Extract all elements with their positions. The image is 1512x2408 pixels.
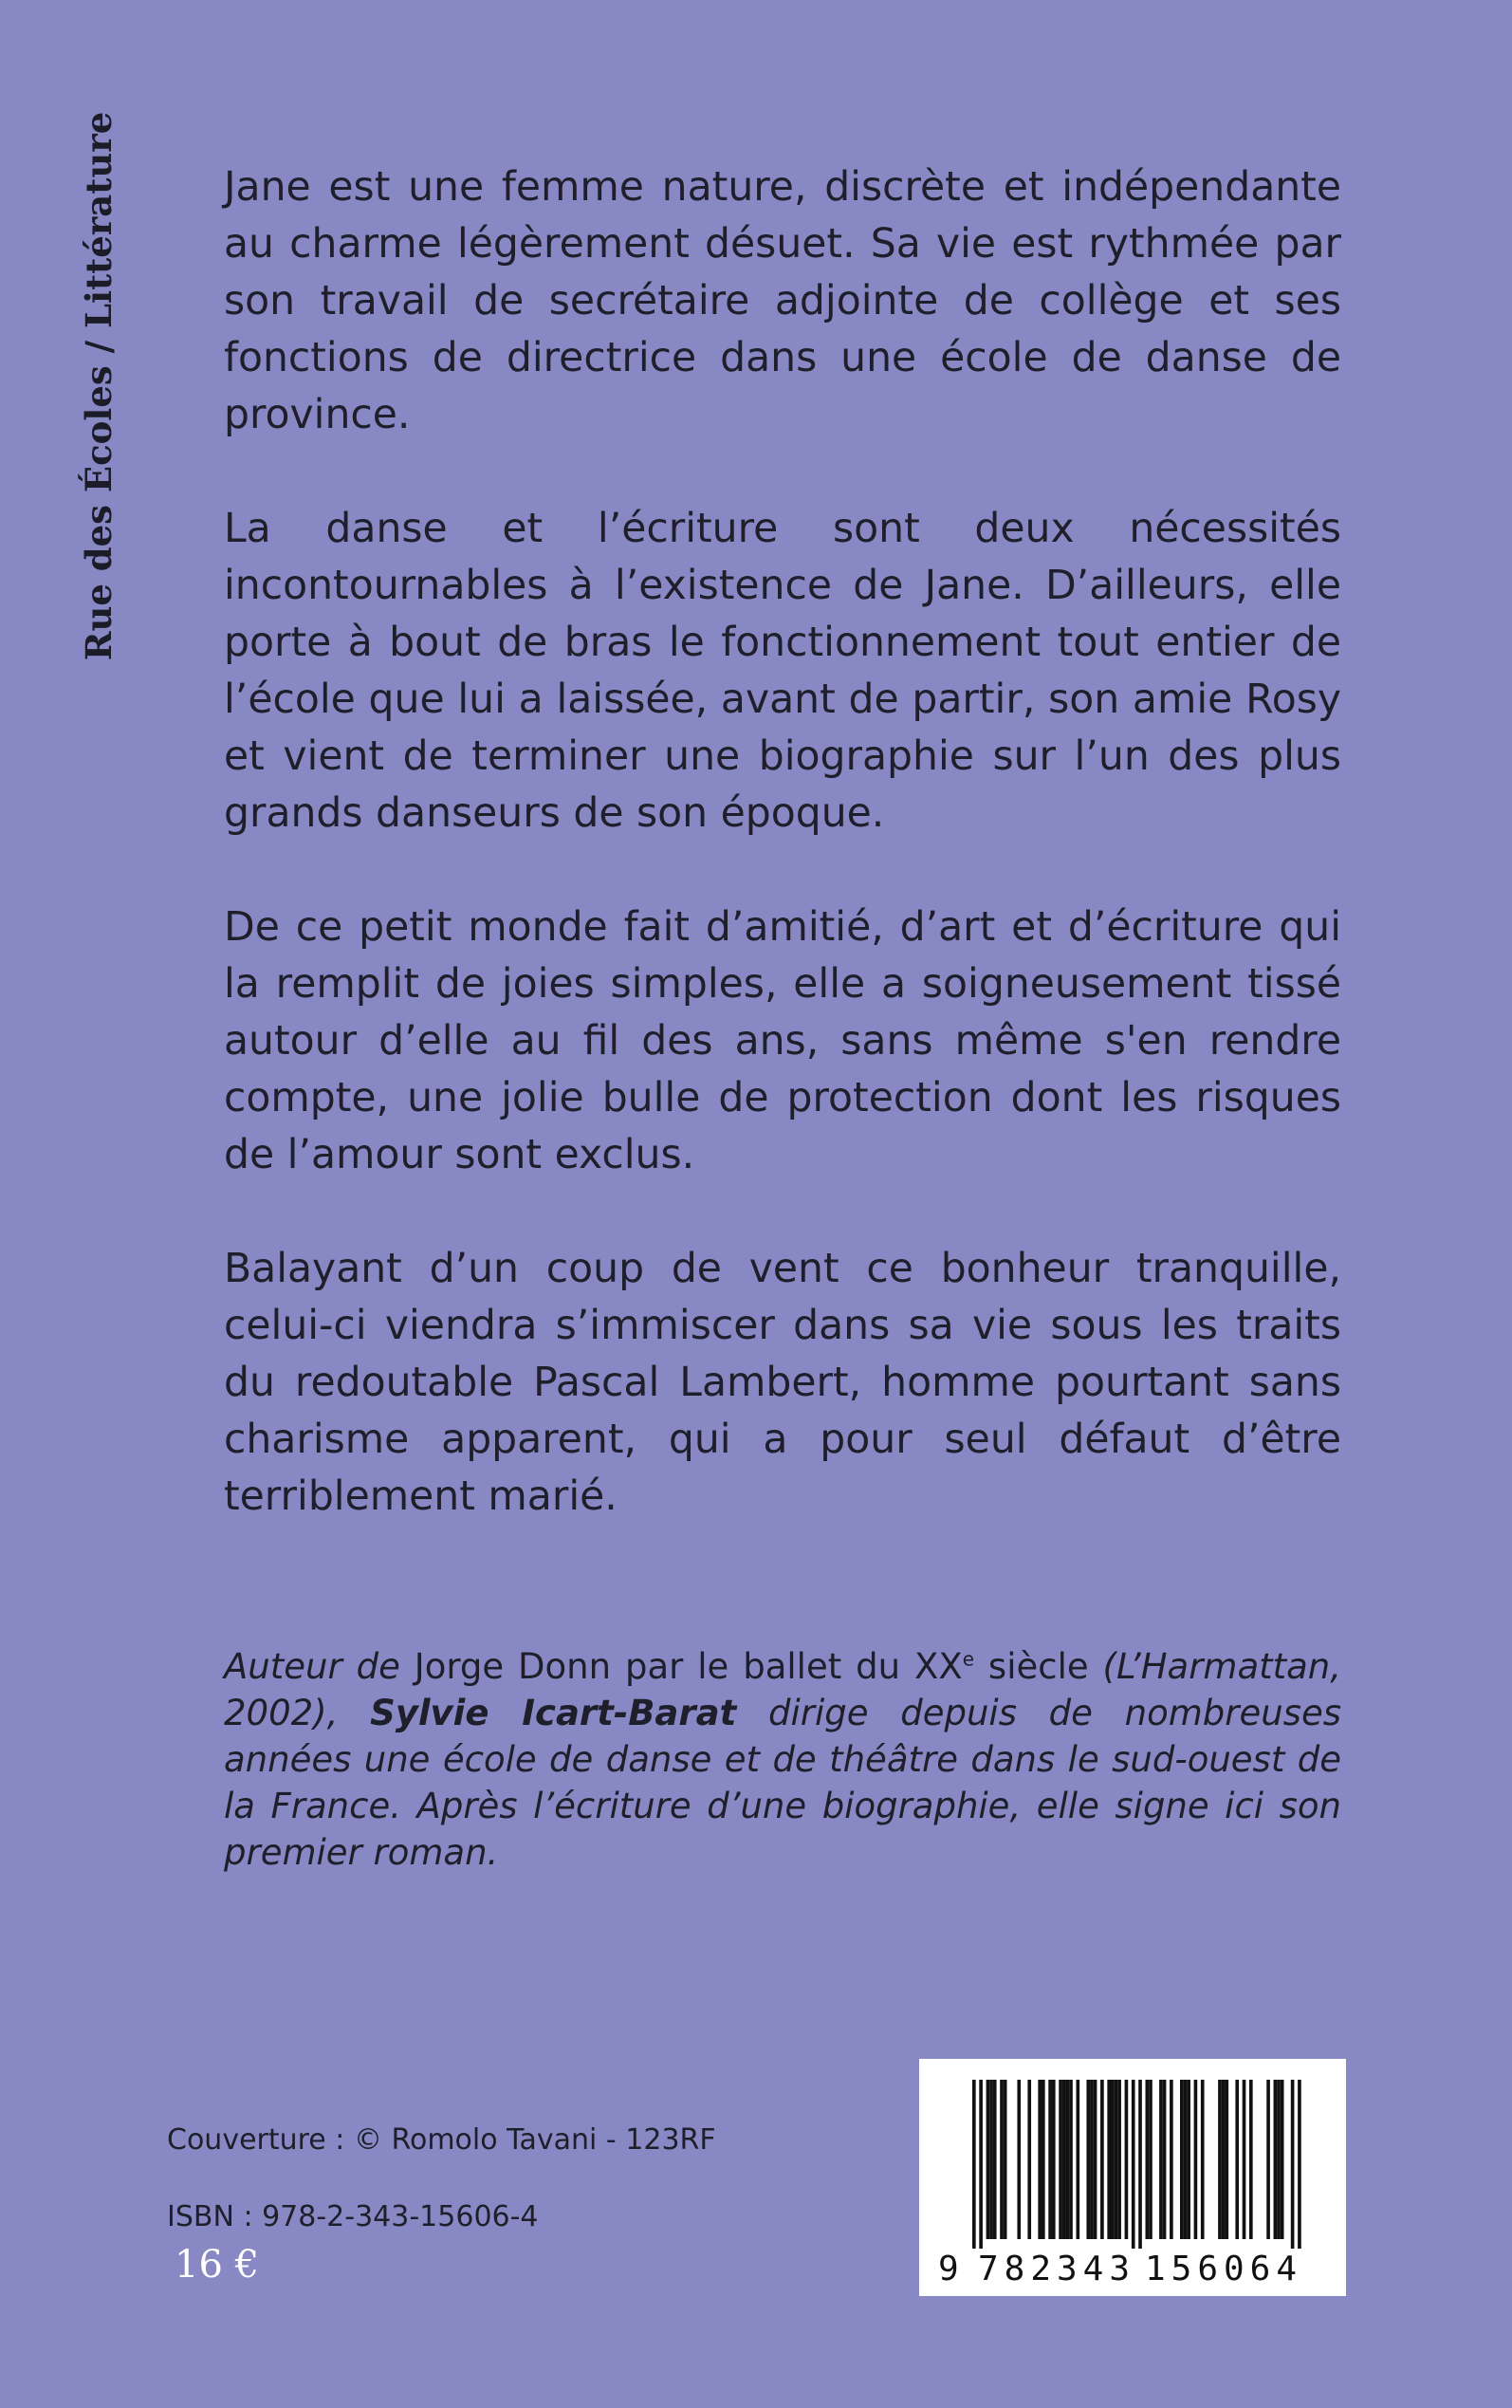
barcode-bar — [1038, 2080, 1042, 2239]
barcode-right-group: 156064 — [1145, 2250, 1297, 2288]
barcode-bar — [1249, 2080, 1253, 2239]
author-bio — [224, 1643, 1341, 1876]
barcode-bar — [1117, 2080, 1121, 2239]
barcode-bar — [1115, 2080, 1118, 2239]
barcode-bar — [1194, 2080, 1198, 2239]
barcode-bar — [1077, 2080, 1080, 2239]
summary-paragraph-3: De ce petit monde fait d’amitié, d’art et d’écriture qui la remplit de joies simples, elle a soigneusement tissé autour d’elle au fil des ans, sans même s'en rendre compte, une jolie bulle de protection dont les risques de l’amour sont exclus. — [224, 904, 1341, 1178]
barcode-bar — [1187, 2080, 1190, 2239]
barcode-bar — [1052, 2080, 1056, 2239]
spine-label — [70, 106, 127, 666]
book-title-sup: e — [962, 1647, 974, 1671]
barcode-bar — [1107, 2080, 1111, 2239]
barcode-bar — [1277, 2080, 1281, 2239]
barcode-bar — [1184, 2080, 1188, 2239]
cover-credit: Couverture : © Romolo Tavani - 123RF — [167, 2123, 716, 2157]
barcode-bar — [1027, 2080, 1031, 2239]
barcode-bar — [1100, 2080, 1104, 2239]
barcode-bar — [1291, 2080, 1295, 2249]
barcode-bar — [1218, 2080, 1222, 2239]
barcode-bar — [1004, 2080, 1007, 2239]
author-bio-rest: dirige depuis de nombreuses années une école de danse et de théâtre dans le sud-ouest de la France. Après l’écriture d’une biographie, elle signe ici son premier roman. — [224, 1693, 1342, 1873]
barcode-bar — [989, 2080, 993, 2239]
barcode-bar — [1180, 2080, 1184, 2239]
price: 16 € — [175, 2243, 260, 2287]
barcode-bar — [1062, 2080, 1066, 2239]
barcode-graphic — [919, 2059, 1346, 2296]
author-publisher: (L’Harmattan, 2002), — [224, 1646, 1342, 1733]
summary-paragraph-2: La danse et l’écriture sont deux nécessités incontournables à l’existence de Jane. D’ailleurs, elle porte à bout de bras le fonctionnement tout entier de l’école que lui a laissée, avant de partir, son amie Rosy et vient de terminer une biographie sur l’un des plus grands danseurs de son époque. — [224, 506, 1341, 837]
barcode-bar — [1138, 2080, 1142, 2249]
barcode-bar — [1017, 2080, 1021, 2239]
barcode-bar — [1266, 2080, 1270, 2239]
barcode-bar — [1170, 2080, 1173, 2239]
back-cover-summary — [224, 159, 1341, 1583]
author-name: Sylvie Icart-Barat — [370, 1693, 737, 1733]
barcode — [919, 2059, 1346, 2296]
barcode-bar — [1298, 2080, 1301, 2249]
book-title-end: siècle — [974, 1646, 1089, 1687]
isbn: ISBN : 978-2-343-15606-4 — [167, 2200, 539, 2233]
author-book-title — [415, 1646, 1089, 1687]
barcode-bar — [1094, 2080, 1097, 2239]
barcode-bar — [1132, 2080, 1135, 2249]
barcode-bar — [1090, 2080, 1094, 2239]
barcode-bar — [1159, 2080, 1163, 2239]
barcode-first-digit: 9 — [938, 2250, 959, 2288]
collection-name: Rue des Écoles / Littérature — [78, 111, 120, 661]
barcode-bar — [1201, 2080, 1205, 2239]
barcode-bar — [1000, 2080, 1004, 2239]
barcode-bar — [1243, 2080, 1246, 2239]
barcode-bars — [972, 2080, 1301, 2249]
barcode-bar — [1222, 2080, 1226, 2239]
summary-paragraph-4: Balayant d’un coup de vent ce bonheur tranquille, celui-ci viendra s’immiscer dans sa vie sous les traits du redoutable Pascal Lambert, homme pourtant sans charisme apparent, qui a pour seul défaut d’être terriblement marié. — [224, 1246, 1341, 1520]
barcode-bar — [1069, 2080, 1073, 2239]
barcode-bar — [986, 2080, 990, 2239]
barcode-bar — [972, 2080, 976, 2249]
barcode-bar — [1086, 2080, 1090, 2239]
book-title-text: Jorge Donn par le ballet du XX — [414, 1646, 963, 1687]
barcode-bar — [979, 2080, 983, 2249]
barcode-bar — [1225, 2080, 1228, 2239]
barcode-bar — [1274, 2080, 1278, 2239]
barcode-bar — [1066, 2080, 1070, 2239]
barcode-left-group: 782343 — [978, 2250, 1130, 2288]
barcode-bar — [1146, 2080, 1150, 2239]
barcode-bar — [1048, 2080, 1052, 2239]
barcode-bar — [1163, 2080, 1167, 2239]
author-bio-prefix: Auteur de — [224, 1646, 415, 1687]
summary-paragraph-1: Jane est une femme nature, discrète et indépendante au charme légèrement désuet. Sa vie est rythmée par son travail de secrétaire adjointe de collège et ses fonctions de directrice dans une école de danse de province. — [224, 164, 1341, 438]
barcode-bar — [1111, 2080, 1115, 2239]
barcode-bar — [993, 2080, 997, 2239]
barcode-bar — [1059, 2080, 1062, 2239]
barcode-bar — [1149, 2080, 1152, 2239]
barcode-bar — [1125, 2080, 1129, 2239]
barcode-bar — [1281, 2080, 1284, 2239]
barcode-bar — [1235, 2080, 1239, 2239]
barcode-bar — [1042, 2080, 1045, 2239]
